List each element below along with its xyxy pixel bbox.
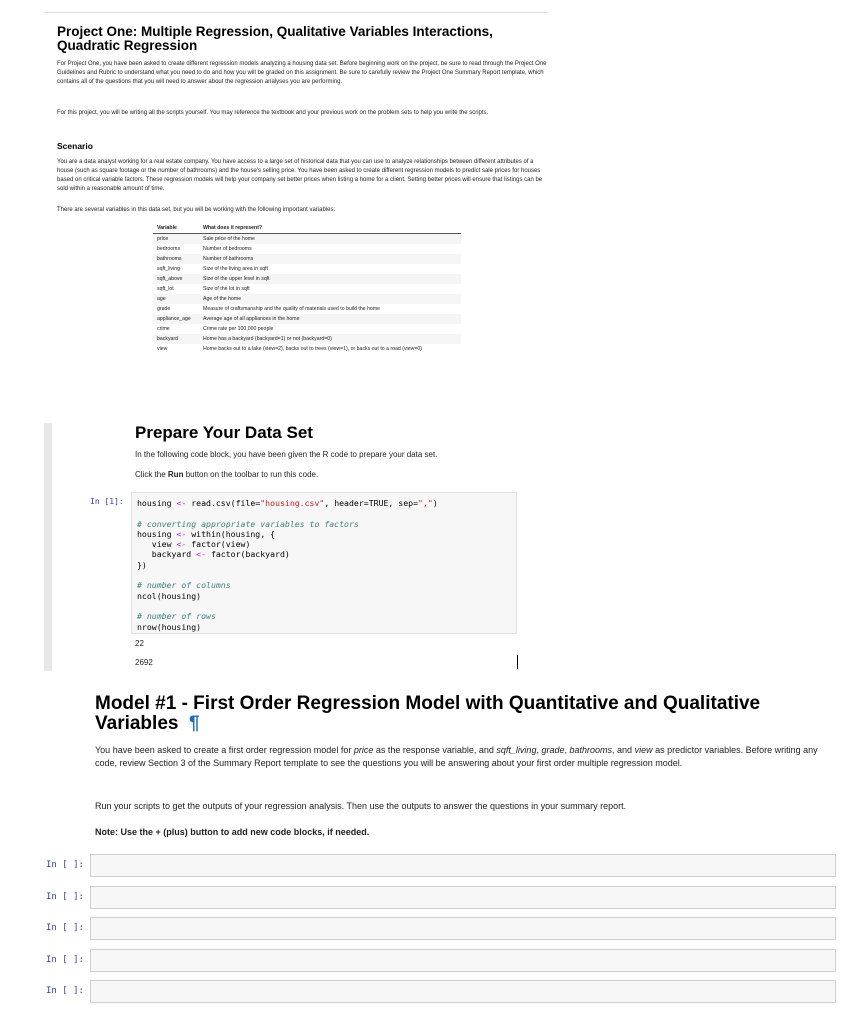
table-cell: Size of the lot in sqft [203, 286, 250, 292]
table-cell: Number of bedrooms [203, 246, 252, 252]
selected-cell-indicator[interactable] [44, 423, 52, 671]
table-row [153, 304, 461, 314]
table-header-row [153, 223, 461, 234]
empty-code-cell[interactable] [90, 980, 836, 1003]
empty-cell-prompt: In [ ]: [46, 955, 84, 965]
code-text: housing <- read.csv(file="housing.csv", header=TRUE, sep=",") # converting appropriate variables to factors housing <- within(housing, { view <- factor(view) backyard <- factor(backyard) }) # number of columns ncol(housing) # number of rows nrow(housing) [137, 498, 438, 632]
empty-code-cell[interactable] [90, 949, 836, 972]
table-row [153, 294, 461, 304]
table-cell: age [153, 294, 199, 304]
table-row [153, 244, 461, 254]
model1-paragraph-1: You have been asked to create a first order regression model for price as the response variable, and sqft_living, grade, bathrooms, and view as predictor variables. Before writing any code, review Section 3 of the Summary Report template to see the questions you will be answering about your first order multiple regression model. [95, 745, 818, 768]
anchor-link-icon[interactable]: ¶ [189, 713, 200, 734]
model1-heading [95, 694, 835, 734]
prepare-heading: Prepare Your Data Set [135, 423, 313, 442]
intro-paragraph-2: For this project, you will be writing all the scripts yourself. You may reference the textbook and your previous work on the problem sets to help you write the scripts. [57, 110, 489, 116]
table-row [153, 324, 461, 334]
code-cell-prompt: In [1]: [90, 497, 124, 506]
table-row [153, 334, 461, 344]
table-row [153, 234, 461, 245]
table-cell: backyard [153, 334, 199, 344]
model1-note: Note: Use the + (plus) button to add new code blocks, if needed. [95, 827, 370, 837]
scenario-paragraph: You are a data analyst working for a real estate company. You have access to a large set of historical data that you can use to analyze relationships between different attributes of a house (such as square footage or the number of bathrooms) and the house's selling price. You have been asked to create different regression models to predict sale prices for houses based on critical variable factors. These regression models will help your company set better prices when listing a home for a client. Setting better prices will ensure that listings can be sold within a reasonable amount of time. [57, 159, 543, 192]
table-row [153, 344, 461, 354]
table-cell: Size of the living area in sqft [203, 266, 268, 272]
table-cell: Sale price of the home [199, 234, 461, 245]
intro-paragraph-1: For Project One, you have been asked to create different regression models analyzing a housing data set. Before beginning work on the project, be sure to read through the Project One Guidelines and Rubric to understand what you need to do and how you will be graded on this assignment. Be sure to carefully review the Project One Summary Report template, which contains all of the questions that you will need to answer about the regression analyses you are performing. [57, 61, 547, 85]
table-cell: Average age of all appliances in the home [199, 314, 461, 324]
table-cell: sqft_lot [157, 286, 174, 292]
table-cell: bathrooms [153, 254, 199, 264]
table-row [153, 254, 461, 264]
table-header-meaning: What does it represent? [199, 223, 461, 234]
scenario-heading: Scenario [57, 141, 93, 151]
table-cell: Crime rate per 100,000 people [203, 326, 274, 332]
prepare-text-2-post: button on the toolbar to run this code. [183, 470, 319, 479]
top-divider [44, 12, 548, 13]
empty-cell-prompt: In [ ]: [46, 860, 84, 870]
prepare-text-2-pre: Click the [135, 470, 168, 479]
table-cell: appliance_age [153, 314, 199, 324]
table-cell: price [153, 234, 199, 245]
output-ncol: 22 [135, 639, 144, 648]
table-cell: view [157, 346, 168, 352]
table-row [153, 284, 461, 294]
table-cell: grade [157, 306, 171, 312]
table-cell: bedrooms [157, 246, 181, 252]
code-cell-editor[interactable] [131, 492, 517, 634]
empty-cell-prompt: In [ ]: [46, 892, 84, 902]
run-label: Run [167, 470, 184, 479]
table-cell: sqft_living [157, 266, 181, 272]
variables-intro: There are several variables in this data set, but you will be working with the following important variables: [57, 207, 336, 213]
table-row [153, 314, 461, 324]
table-cell: sqft_above [153, 274, 199, 284]
table-row [153, 274, 461, 284]
table-row [153, 264, 461, 274]
table-cell: crime [157, 326, 170, 332]
table-header-variable: Variable [153, 223, 199, 234]
table-cell: Home has a backyard (backyard=1) or not (backyard=0) [199, 334, 461, 344]
table-cell: Age of the home [199, 294, 461, 304]
prepare-text-1: In the following code block, you have been given the R code to prepare your data set. [135, 450, 438, 459]
table-cell: Measure of craftsmanship and the quality of materials used to build the home [203, 306, 381, 312]
text-cursor [517, 655, 518, 669]
model1-paragraph-2: Run your scripts to get the outputs of your regression analysis. Then use the outputs to answer the questions in your summary report. [95, 801, 627, 811]
empty-cell-prompt: In [ ]: [46, 923, 84, 933]
project-title: Project One: Multiple Regression, Qualitative Variables Interactions, Quadratic Regression [57, 24, 493, 53]
empty-cell-prompt: In [ ]: [46, 986, 84, 996]
empty-code-cell[interactable] [90, 854, 836, 877]
model1-heading-text: Model #1 - First Order Regression Model with Quantitative and Qualitative Variables [95, 693, 761, 734]
variables-table [153, 223, 461, 354]
table-cell: Number of bathrooms [199, 254, 461, 264]
empty-code-cell[interactable] [90, 886, 836, 909]
prepare-text-2 [135, 469, 535, 481]
table-cell: Home backs out to a lake (view=2), backs out to trees (view=1), or backs out to a road (view=0) [203, 346, 422, 352]
output-nrow: 2692 [135, 658, 153, 667]
empty-code-cell[interactable] [90, 917, 836, 940]
table-cell: Size of the upper level in sqft [199, 274, 461, 284]
